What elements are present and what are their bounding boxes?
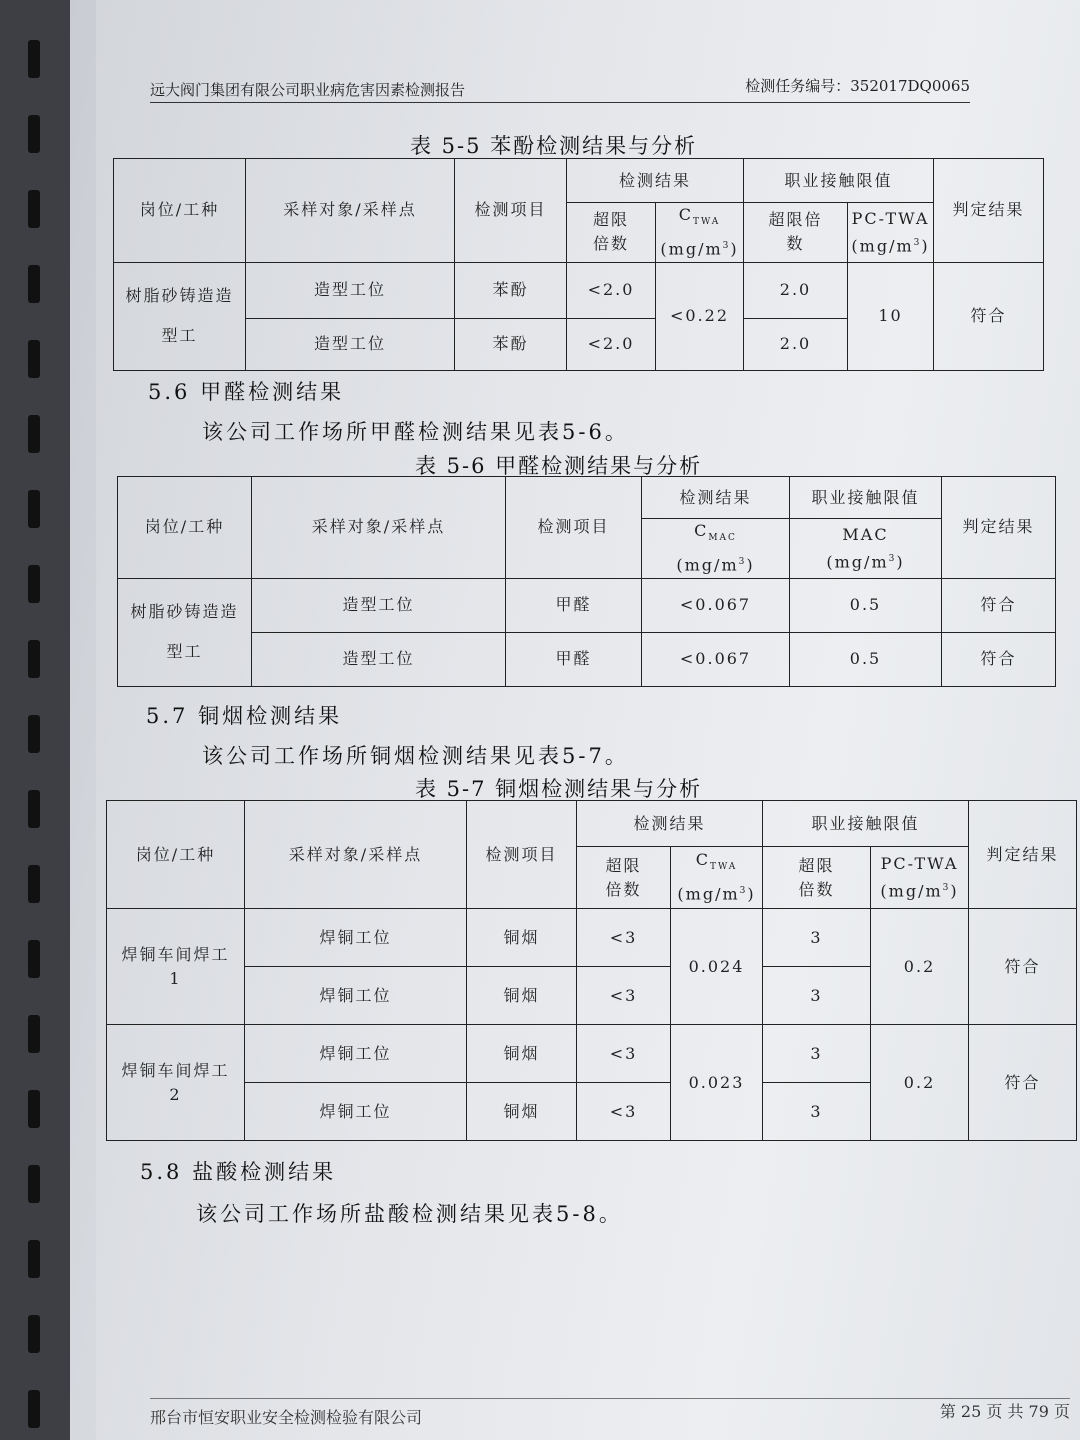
site-cell: 焊铜工位 — [245, 1025, 467, 1083]
header-post: 岗位/工种 — [118, 477, 252, 579]
section-5-6-heading: 5.6 甲醛检测结果 — [148, 380, 345, 404]
table-5-5-caption: 表 5-5 苯酚检测结果与分析 — [410, 134, 698, 158]
post-cell: 树脂砂铸造造型工 — [118, 578, 252, 686]
section-5-8-heading: 5.8 盐酸检测结果 — [140, 1160, 337, 1184]
site-cell: 焊铜工位 — [245, 1083, 467, 1141]
c-value-cell: <0.22 — [656, 262, 744, 370]
table-5-7 — [106, 800, 1077, 1141]
header-judge: 判定结果 — [934, 159, 1044, 263]
item-cell: 苯酚 — [455, 262, 567, 318]
binder-hole — [28, 1090, 40, 1128]
limit-value-cell: 0.2 — [871, 909, 969, 1025]
binder-hole — [28, 415, 40, 453]
header-item: 检测项目 — [506, 477, 642, 579]
binder-hole — [28, 790, 40, 828]
item-cell: 铜烟 — [467, 909, 577, 967]
header-limit: 职业接触限值 — [763, 801, 969, 847]
item-cell: 甲醛 — [506, 632, 642, 686]
c-value-cell: 0.024 — [671, 909, 763, 1025]
item-cell: 铜烟 — [467, 967, 577, 1025]
binder-hole — [28, 940, 40, 978]
exceed-cell: <3 — [577, 909, 671, 967]
exceed-cell: <3 — [577, 1083, 671, 1141]
limit-value-cell: 10 — [848, 262, 934, 370]
limit-exceed-cell: 3 — [763, 909, 871, 967]
table-5-5 — [113, 158, 1044, 371]
limit-cell: 0.5 — [790, 632, 942, 686]
site-cell: 造型工位 — [252, 578, 506, 632]
binder-hole — [28, 1240, 40, 1278]
section-5-6-text: 该公司工作场所甲醛检测结果见表5-6。 — [202, 420, 629, 444]
desk-background — [0, 0, 70, 1440]
header-limit-exceed: 超限倍数 — [763, 847, 871, 909]
binder-hole — [28, 265, 40, 303]
header-post: 岗位/工种 — [107, 801, 245, 909]
judge-cell: 符合 — [969, 1025, 1077, 1141]
site-cell: 造型工位 — [246, 318, 455, 370]
site-cell: 焊铜工位 — [245, 909, 467, 967]
header-pc-twa: PC-TWA $(mg/m^3)$ — [848, 203, 934, 263]
table-5-6-caption: 表 5-6 甲醛检测结果与分析 — [415, 454, 703, 478]
binder-hole — [28, 340, 40, 378]
header-mac: MAC $(mg/m^3)$ — [790, 519, 942, 579]
c-value-cell: 0.023 — [671, 1025, 763, 1141]
site-cell: 焊铜工位 — [245, 967, 467, 1025]
binder-hole — [28, 1315, 40, 1353]
item-cell: 铜烟 — [467, 1083, 577, 1141]
header-site: 采样对象/采样点 — [245, 801, 467, 909]
header-item: 检测项目 — [467, 801, 577, 909]
header-c-twa: $C_{TWA}$ $(mg/m^3)$ — [656, 203, 744, 263]
section-5-7-text: 该公司工作场所铜烟检测结果见表5-7。 — [202, 744, 629, 768]
binder-hole — [28, 115, 40, 153]
limit-value-cell: 0.2 — [871, 1025, 969, 1141]
table-5-7-caption: 表 5-7 铜烟检测结果与分析 — [415, 777, 703, 801]
header-exceed: 超限倍数 — [567, 203, 656, 263]
header-site: 采样对象/采样点 — [246, 159, 455, 263]
page-number: 第 25 页 共 79 页 — [939, 1402, 1070, 1421]
header-limit: 职业接触限值 — [744, 159, 934, 203]
header-title: 远大阀门集团有限公司职业病危害因素检测报告 — [150, 81, 466, 99]
binder-hole — [28, 1165, 40, 1203]
judge-cell: 符合 — [942, 632, 1056, 686]
binder-hole — [28, 40, 40, 78]
header-c-twa: $C_{TWA}$ $(mg/m^3)$ — [671, 847, 763, 909]
item-cell: 铜烟 — [467, 1025, 577, 1083]
header-site: 采样对象/采样点 — [252, 477, 506, 579]
header-pc-twa: PC-TWA $(mg/m^3)$ — [871, 847, 969, 909]
item-cell: 甲醛 — [506, 578, 642, 632]
exceed-cell: <2.0 — [567, 318, 656, 370]
item-cell: 苯酚 — [455, 318, 567, 370]
running-header — [150, 76, 970, 103]
judge-cell: 符合 — [969, 909, 1077, 1025]
header-post: 岗位/工种 — [114, 159, 246, 263]
exceed-cell: <3 — [577, 967, 671, 1025]
header-exceed: 超限倍数 — [577, 847, 671, 909]
header-result: 检测结果 — [642, 477, 790, 519]
binder-hole — [28, 190, 40, 228]
binder-hole — [28, 565, 40, 603]
limit-exceed-cell: 2.0 — [744, 262, 848, 318]
exceed-cell: <3 — [577, 1025, 671, 1083]
binder-hole — [28, 1390, 40, 1428]
limit-exceed-cell: 3 — [763, 1083, 871, 1141]
header-item: 检测项目 — [455, 159, 567, 263]
value-cell: <0.067 — [642, 632, 790, 686]
footer-company: 邢台市恒安职业安全检测检验有限公司 — [150, 1408, 423, 1427]
binder-hole — [28, 715, 40, 753]
post-cell: 树脂砂铸造造型工 — [114, 262, 246, 370]
binder-hole — [28, 490, 40, 528]
judge-cell: 符合 — [942, 578, 1056, 632]
limit-exceed-cell: 3 — [763, 1025, 871, 1083]
binder-hole — [28, 640, 40, 678]
header-result: 检测结果 — [577, 801, 763, 847]
page-footer — [150, 1398, 1070, 1427]
limit-exceed-cell: 2.0 — [744, 318, 848, 370]
value-cell: <0.067 — [642, 578, 790, 632]
binder-hole — [28, 865, 40, 903]
header-task-number: 检测任务编号：352017DQ0065 — [745, 77, 970, 95]
judge-cell: 符合 — [934, 262, 1044, 370]
post-cell: 焊铜车间焊工2 — [107, 1025, 245, 1141]
header-result: 检测结果 — [567, 159, 744, 203]
header-limit: 职业接触限值 — [790, 477, 942, 519]
site-cell: 造型工位 — [252, 632, 506, 686]
exceed-cell: <2.0 — [567, 262, 656, 318]
post-cell: 焊铜车间焊工1 — [107, 909, 245, 1025]
header-limit-exceed: 超限倍数 — [744, 203, 848, 263]
section-5-7-heading: 5.7 铜烟检测结果 — [146, 704, 343, 728]
binder-hole — [28, 1015, 40, 1053]
limit-exceed-cell: 3 — [763, 967, 871, 1025]
header-c-mac: $C_{MAC}$ $(mg/m^3)$ — [642, 519, 790, 579]
header-judge: 判定结果 — [942, 477, 1056, 579]
section-5-8-text: 该公司工作场所盐酸检测结果见表5-8。 — [196, 1202, 623, 1226]
site-cell: 造型工位 — [246, 262, 455, 318]
table-5-6 — [117, 476, 1056, 687]
header-judge: 判定结果 — [969, 801, 1077, 909]
limit-cell: 0.5 — [790, 578, 942, 632]
